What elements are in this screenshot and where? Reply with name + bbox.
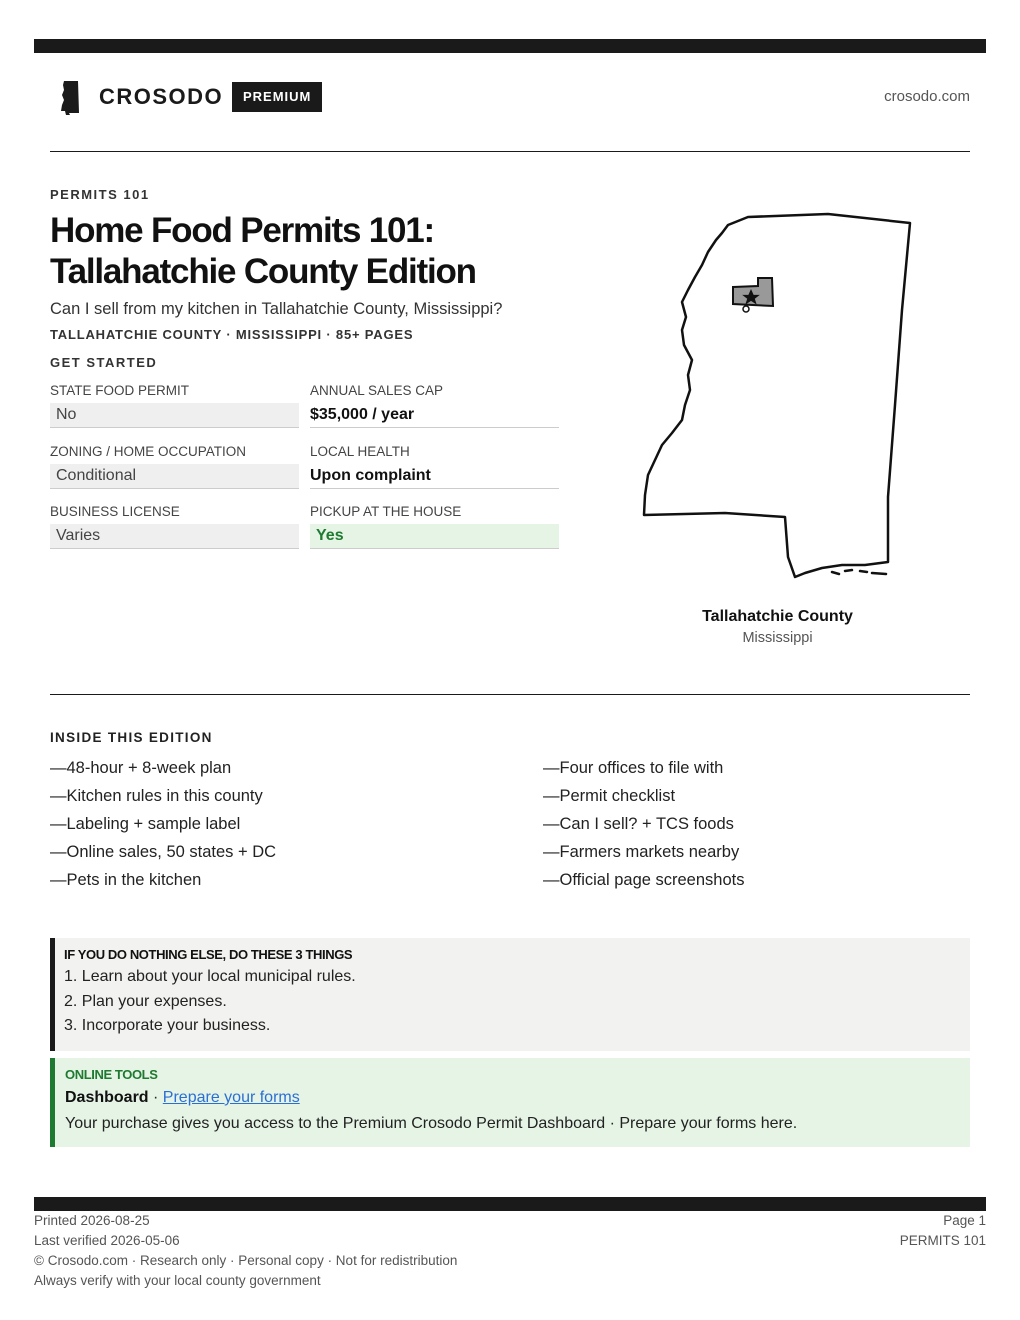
field-label: ZONING / HOME OCCUPATION: [50, 444, 247, 459]
list-item: 1. Learn about your local municipal rules.: [64, 968, 356, 985]
field-zoning: [50, 444, 299, 489]
list-item: —Permit checklist: [543, 787, 676, 805]
inside-list-right: [543, 757, 744, 897]
online-tools-heading: ONLINE TOOLS: [65, 1067, 158, 1082]
inside-heading: INSIDE THIS EDITION: [50, 730, 213, 745]
field-annual-sales-cap: [310, 383, 559, 428]
map-county-name: Tallahatchie County: [702, 608, 853, 625]
footer-section: PERMITS 101: [899, 1233, 986, 1248]
mississippi-logo-icon: [60, 80, 82, 116]
field-label: PICKUP AT THE HOUSE: [310, 504, 462, 519]
bottom-bar: [34, 1197, 986, 1211]
site-url[interactable]: crosodo.com: [884, 88, 970, 105]
list-item: 3. Incorporate your business.: [64, 1017, 271, 1034]
list-item: —Four offices to file with: [543, 759, 724, 777]
get-started-heading: GET STARTED: [50, 355, 158, 370]
state-outline: [644, 214, 910, 577]
list-item: —48-hour + 8-week plan: [50, 759, 232, 777]
list-item: —Farmers markets nearby: [543, 843, 740, 861]
section-kicker: PERMITS 101: [50, 187, 150, 202]
disclaimer: Always verify with your local county government: [34, 1273, 321, 1288]
header: [50, 78, 970, 118]
list-item: 2. Plan your expenses.: [64, 992, 227, 1010]
field-value: Yes: [310, 524, 559, 549]
title-line-2: Tallahatchie County Edition: [50, 252, 476, 291]
field-local-health: [310, 444, 559, 489]
page-number: Page 1: [943, 1213, 986, 1228]
separator: ·: [148, 1089, 163, 1106]
list-item: —Labeling + sample label: [50, 815, 241, 833]
copyright: © Crosodo.com · Research only · Personal copy · Not for redistribution: [34, 1253, 458, 1268]
three-things-list: [64, 966, 970, 1040]
footer-right: [900, 1212, 986, 1252]
coast-islands: [832, 570, 886, 574]
brand-name: CROSODO: [99, 84, 224, 109]
list-item: —Can I sell? + TCS foods: [543, 815, 734, 833]
list-item: —Online sales, 50 states + DC: [50, 843, 277, 861]
title-line-1: Home Food Permits 101:: [50, 211, 434, 250]
field-label: STATE FOOD PERMIT: [50, 383, 190, 398]
field-value: Conditional: [50, 464, 299, 489]
three-things-box: [50, 938, 970, 1051]
printed-date: Printed 2026-08-25: [34, 1213, 150, 1228]
top-bar: [34, 39, 986, 53]
field-pickup: [310, 504, 559, 549]
list-item: —Kitchen rules in this county: [50, 787, 263, 805]
edition-meta: TALLAHATCHIE COUNTY · MISSISSIPPI · 85+ PAGES: [50, 327, 414, 342]
field-value: Varies: [50, 524, 299, 549]
list-item: —Official page screenshots: [543, 871, 745, 889]
online-tools-box: [50, 1058, 970, 1147]
map-state-name: Mississippi: [742, 630, 813, 646]
page-subtitle: Can I sell from my kitchen in Tallahatchie County, Mississippi?: [50, 300, 503, 318]
field-value: Upon complaint: [310, 464, 559, 489]
header-divider: [50, 151, 970, 152]
field-value: No: [50, 403, 299, 428]
online-tools-description: Your purchase gives you access to the Premium Crosodo Permit Dashboard · Prepare your forms here.: [65, 1115, 798, 1132]
verified-date: Last verified 2026-05-06: [34, 1233, 180, 1248]
field-label: LOCAL HEALTH: [310, 444, 410, 459]
state-map: [640, 205, 915, 590]
list-item: —Pets in the kitchen: [50, 871, 202, 889]
field-value: $35,000 / year: [310, 403, 559, 428]
three-things-heading: IF YOU DO NOTHING ELSE, DO THESE 3 THINGS: [64, 947, 353, 962]
field-label: BUSINESS LICENSE: [50, 504, 180, 519]
dashboard-label: Dashboard: [65, 1089, 149, 1106]
dashboard-line: [65, 1087, 970, 1108]
field-business-license: [50, 504, 299, 549]
footer-left: [34, 1212, 457, 1292]
field-label: ANNUAL SALES CAP: [310, 383, 444, 398]
premium-badge: PREMIUM: [232, 82, 322, 112]
field-state-food-permit: [50, 383, 299, 428]
inside-list-left: [50, 757, 276, 897]
section-divider: [50, 694, 970, 695]
prepare-forms-link[interactable]: Prepare your forms: [162, 1089, 300, 1106]
page-title: [50, 210, 610, 292]
